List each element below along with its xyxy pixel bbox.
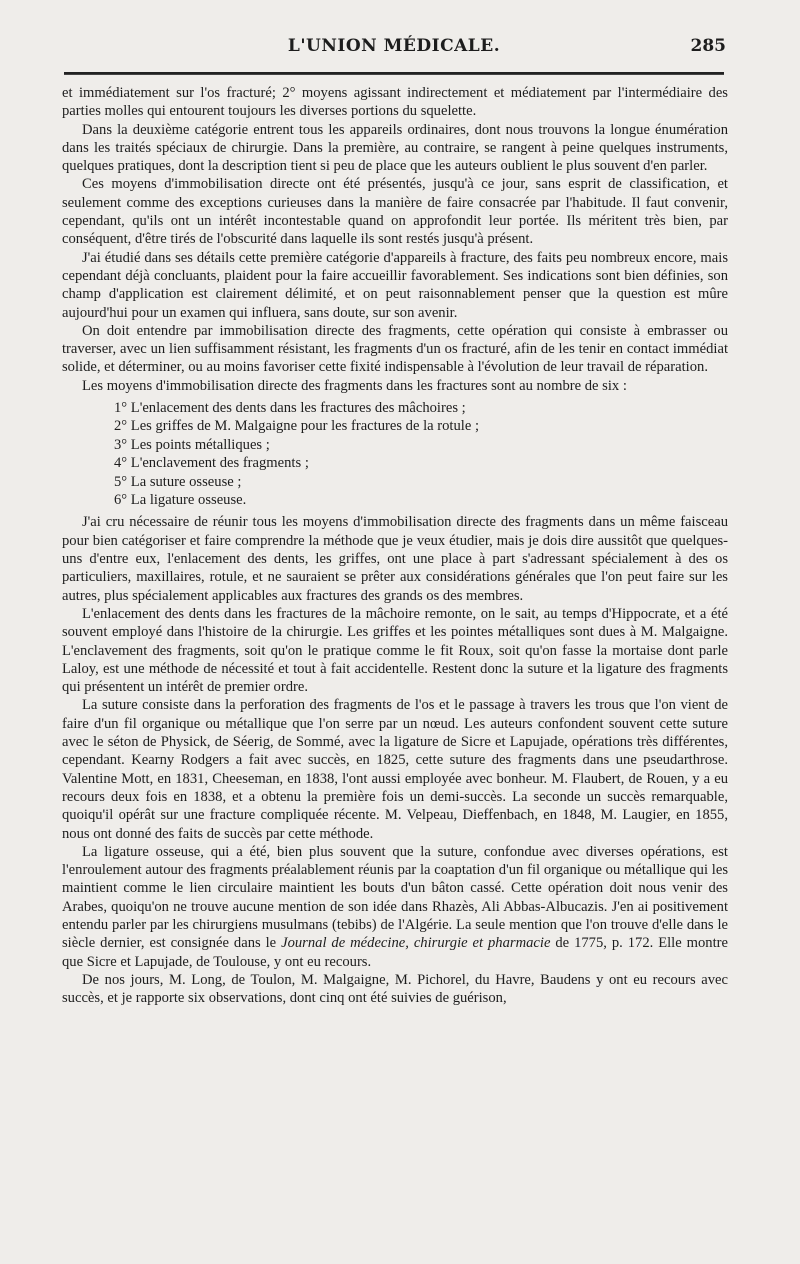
- paragraph: Ces moyens d'immobilisation directe ont été présentés, jusqu'à ce jour, sans esprit de classification, et seulement comme des exceptions curieuses dans la manière de faire consacrée par l'habitude. Il faut convenir, cependant, qu'ils ont un intérêt incontestable quand on approfondit leur portée. Ils méritent très bien, par conséquent, d'être tirés de l'obscurité dans laquelle ils sont restés jusqu'à présent.: [62, 176, 728, 248]
- list-item: 3° Les points métalliques ;: [114, 436, 270, 453]
- paragraph: De nos jours, M. Long, de Toulon, M. Malgaigne, M. Pichorel, du Havre, Baudens y ont eu recours avec succès, et je rapporte six observations, dont cinq ont été suivies de guérison,: [62, 971, 728, 1007]
- list-item: 6° La ligature osseuse.: [114, 492, 247, 509]
- list-item: 4° L'enclavement des fragments ;: [114, 455, 309, 472]
- page-number: 285: [690, 36, 726, 56]
- body-text: [62, 84, 728, 1008]
- paragraph-text: de 1775, p. 172. Elle montre que Sicre et Lapujade, de Toulouse, y ont eu recours.: [62, 935, 728, 970]
- journal-title: Journal de médecine, chirurgie et pharmacie: [281, 935, 551, 952]
- paragraph: J'ai cru nécessaire de réunir tous les moyens d'immobilisation directe des fragments dans un même faisceau pour bien catégoriser et faire comprendre la méthode que je veux étudier, mais je dois dire aussitôt que quelques-uns d'entre eux, l'enlacement des dents, les griffes, ont une place à part s'adressant spécialement à des os particuliers, maxillaires, rotule, et ne sauraient se prêter aux considérations générales que l'on peut faire sur les autres, plus spécialement applicables aux fractures des grands os des membres.: [62, 514, 728, 604]
- list-item: 5° La suture osseuse ;: [114, 473, 242, 490]
- paragraph: La suture consiste dans la perforation des fragments de l'os et le passage à travers les trous que l'on vient de faire d'un fil organique ou métallique que l'on serre par un nœud. Les auteurs confondent souvent cette suture avec le séton de Physick, de Séerig, de Sommé, avec la ligature de Sicre et Lapujade, opérations très différentes, cependant. Kearny Rodgers a fait avec succès, en 1825, cette suture des fragments dans une pseudarthrose. Valentine Mott, en 1831, Cheeseman, en 1838, l'ont aussi employée avec bonheur. M. Flaubert, de Rouen, y a eu recours deux fois en 1838, et a obtenu la première fois un demi-succès. La seconde un succès remarquable, quoiqu'il opérât sur une fracture compliquée récente. M. Velpeau, Dieffenbach, en 1848, M. Laugier, en 1855, nous ont donné des faits de succès par cette méthode.: [62, 697, 728, 842]
- paragraph-text: La ligature osseuse, qui a été, bien plus souvent que la suture, confondue avec diverses opérations, est l'enroulement autour des fragments préalablement réunis par la coaptation d'un fil organique ou métallique qui les maintient comme le lien circulaire maintient les bouts d'un bâton cassé. Cette opération doit nous venir des Arabes, quoiqu'on ne trouve aucune mention de son idée dans Rhazès, Ali Abbas-Albucazis. J'en ai positivement entendu parler par les chirurgiens musulmans (tebibs) de l'Algérie. La seule mention que l'on trouve d'elle dans le siècle dernier, est consignée dans le: [62, 843, 728, 952]
- page-header: [62, 36, 726, 66]
- paragraph: On doit entendre par immobilisation directe des fragments, cette opération qui consiste à embrasser ou traverser, avec un lien suffisamment résistant, les fragments d'un os fracturé, afin de les tenir en contact immédiat solide, et déterminer, ou au moins favoriser cette fixité indispensable à l'évolution de leur travail de réparation.: [62, 322, 728, 376]
- paragraph: J'ai étudié dans ses détails cette première catégorie d'appareils à fracture, des faits peu nombreux encore, mais cependant déjà concluants, plaident pour la faire accueillir favorablement. Ses indications sont bien définies, son champ d'application est clairement délimité, et on peut raisonnablement penser que la question est mûre aujourd'hui pour un examen qui influera, sans doute, sur son avenir.: [62, 249, 728, 321]
- paragraph: Dans la deuxième catégorie entrent tous les appareils ordinaires, dont nous trouvons la longue énumération dans les traités spéciaux de chirurgie. Dans la première, au contraire, se rangent à peine quelques instruments, quelques pratiques, dont la description tient si peu de place que les auteurs oublient le plus souvent d'en parler.: [62, 121, 728, 175]
- paragraph: et immédiatement sur l'os fracturé; 2° moyens agissant indirectement et médiatement par l'intermédiaire des parties molles qui entourent toujours les diverses portions du squelette.: [62, 85, 728, 120]
- list-item: 1° L'enlacement des dents dans les fractures des mâchoires ;: [114, 400, 466, 417]
- running-title: L'UNION MÉDICALE.: [287, 36, 501, 56]
- header-rule: [64, 72, 724, 75]
- means-list: [62, 399, 728, 509]
- paragraph: [62, 843, 728, 971]
- paragraph: L'enlacement des dents dans les fractures de la mâchoire remonte, on le sait, au temps d'Hippocrate, et a été souvent employé dans l'histoire de la chirurgie. Les griffes et les pointes métalliques sont dues à M. Malgaigne. L'enclavement des fragments, soit qu'on le pratique comme le fit Roux, soit qu'on fasse la mortaise dont parle Laloy, est une méthode de nécessité et tout à fait accidentelle. Restent donc la suture et la ligature des fragments qui présentent un intérêt de premier ordre.: [62, 605, 728, 696]
- list-item: 2° Les griffes de M. Malgaigne pour les fractures de la rotule ;: [114, 418, 480, 435]
- paragraph: Les moyens d'immobilisation directe des fragments dans les fractures sont au nombre de six :: [82, 377, 627, 394]
